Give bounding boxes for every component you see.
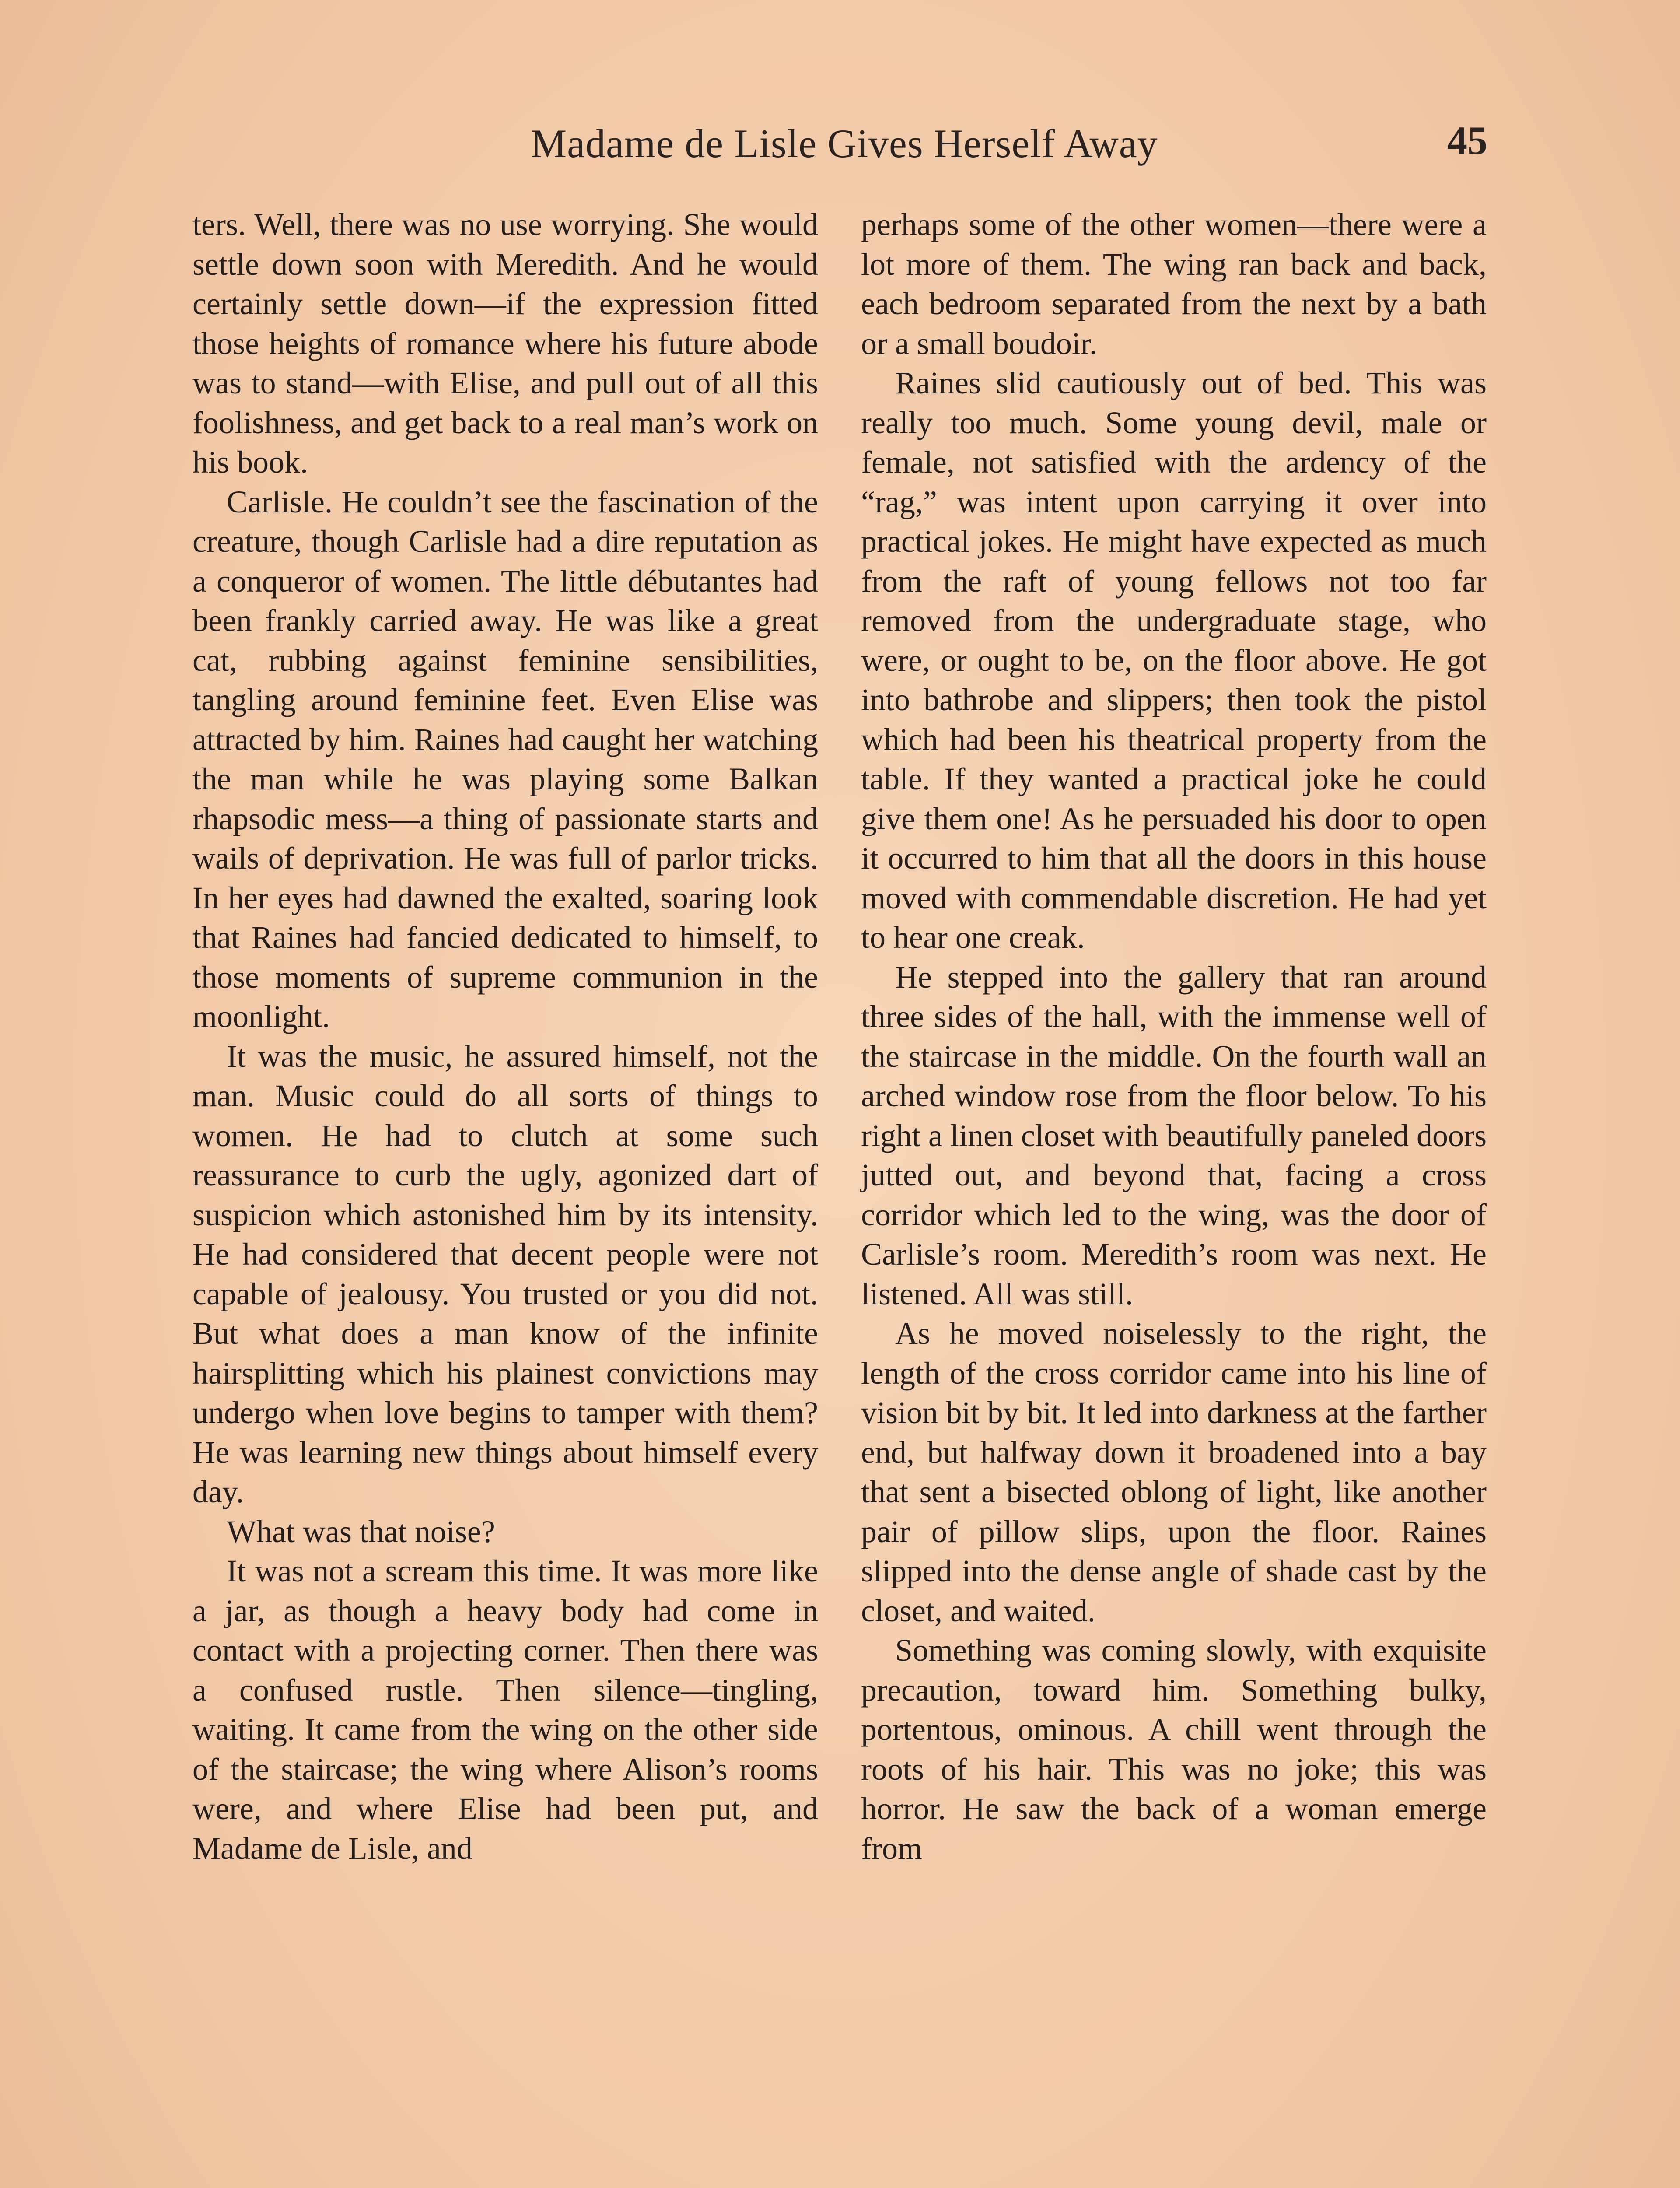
paragraph: Raines slid cautiously out of bed. This was really too much. Some young devil, male or female, not satisfied with the ardency of the “rag,” was intent upon carrying it over into practical jokes. He might have expected as much from the raft of young fellows not too far removed from the undergraduate stage, who were, or ought to be, on the floor above. He got into bathrobe and slippers; then took the pistol which had been his theatrical property from the table. If they wanted a practical joke he could give them one! As he persuaded his door to open it occurred to him that all the doors in this house moved with commendable discretion. He had yet to hear one creak. [861,365,1487,955]
paragraph: He stepped into the gallery that ran around three sides of the hall, with the immense well of the staircase in the middle. On the fourth wall an arched window rose from the floor below. To his right a linen closet with beautifully paneled doors jutted out, and beyond that, facing a cross corridor which led to the wing, was the door of Carlisle’s room. Meredith’s room was next. He listened. All was still. [861,959,1487,1311]
paragraph: Something was coming slowly, with exquisite precaution, toward him. Something bulky, portentous, ominous. A chill went through the roots of his hair. This was no joke; this was horror. He saw the back of a woman emerge from [861,1633,1487,1866]
paragraph: perhaps some of the other women—there were a lot more of them. The wing ran back and back, each bedroom separated from the next by a bath or a small boudoir. [861,207,1487,361]
text-column-left [192,205,818,1868]
paragraph: What was that noise? [227,1514,495,1549]
page-number: 45 [1447,118,1488,163]
paragraph: As he moved noiselessly to the right, the length of the cross corridor came into his line of vision bit by bit. It led into darkness at the farther end, but halfway down it broadened into a bay that sent a bisected oblong of light, like another pair of pillow slips, upon the floor. Raines slipped into the dense angle of shade cast by the closet, and waited. [861,1316,1487,1628]
paragraph: ters. Well, there was no use worrying. She would settle down soon with Meredith. And he would certainly settle down—if the expression fitted those heights of romance where his future abode was to stand—with Elise, and pull out of all this foolishness, and get back to a real man’s work on his book. [192,207,818,480]
paragraph: It was the music, he assured himself, not the man. Music could do all sorts of things to women. He had to clutch at some such reassurance to curb the ugly, agonized dart of suspicion which astonished him by its intensity. He had considered that decent people were not capable of jealousy. You trusted or you did not. But what does a man know of the infinite hairsplitting which his plainest convictions may undergo when love begins to tamper with them? He was learning new things about himself every day. [192,1038,818,1509]
paragraph: It was not a scream this time. It was more like a jar, as though a heavy body had come in contact with a projecting corner. Then there was a confused rustle. Then silence—tingling, waiting. It came from the wing on the other side of the staircase; the wing where Alison’s rooms were, and where Elise had been put, and Madame de Lisle, and [192,1553,818,1866]
text-column-right [861,205,1487,1868]
running-title: Madame de Lisle Gives Herself Away [531,121,1158,166]
paragraph: Carlisle. He couldn’t see the fascination of the creature, though Carlisle had a dire reputation as a conqueror of women. The little débutantes had been frankly carried away. He was like a great cat, rubbing against feminine sensibilities, tangling around feminine feet. Even Elise was attracted by him. Raines had caught her watching the man while he was playing some Balkan rhapsodic mess—a thing of passionate starts and wails of deprivation. He was full of parlor tricks. In her eyes had dawned the exalted, soaring look that Raines had fancied dedicated to himself, to those moments of supreme communion in the moonlight. [192,484,818,1034]
